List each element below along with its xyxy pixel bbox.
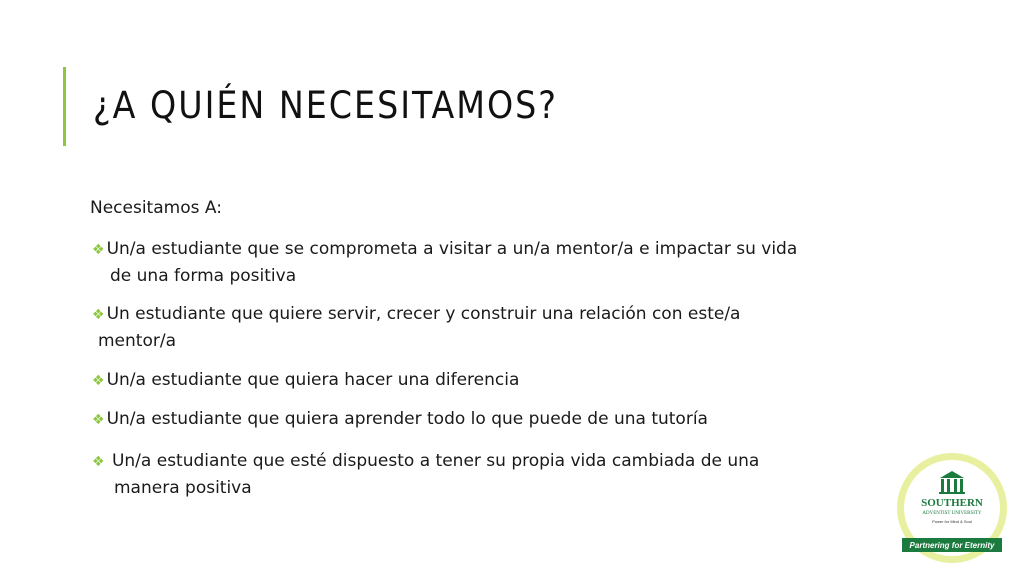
bullet-text-continued: de una forma positiva xyxy=(110,266,297,286)
logo-motto: Power for Mind & Soul xyxy=(932,519,972,524)
bullet-item-4 xyxy=(92,406,708,433)
diamond-bullet-icon: ❖ xyxy=(92,307,105,323)
bullet-item-3 xyxy=(92,367,519,394)
university-logo xyxy=(896,452,1008,564)
bullet-text: Un/a estudiante que quiera hacer una diferencia xyxy=(106,370,520,390)
logo-name: SOUTHERN xyxy=(921,497,983,509)
diamond-bullet-icon: ❖ xyxy=(92,242,105,258)
bullet-text-continued: mentor/a xyxy=(98,331,176,351)
intro-text: Necesitamos A: xyxy=(90,198,222,218)
bullet-text: Un/a estudiante que esté dispuesto a tener su propia vida cambiada de una xyxy=(106,451,760,471)
logo-banner: Partnering for Eternity xyxy=(909,541,995,550)
bullet-text: Un/a estudiante que se comprometa a visitar a un/a mentor/a e impactar su vida xyxy=(106,239,798,259)
bullet-text: Un estudiante que quiere servir, crecer y construir una relación con este/a xyxy=(106,304,741,324)
bullet-item-5 xyxy=(92,448,759,501)
bullet-text: Un/a estudiante que quiera aprender todo lo que puede de una tutoría xyxy=(106,409,708,429)
diamond-bullet-icon: ❖ xyxy=(92,412,105,428)
bullet-item-1 xyxy=(92,236,797,289)
logo-subname: ADVENTIST UNIVERSITY xyxy=(922,511,982,516)
diamond-bullet-icon: ❖ xyxy=(92,454,105,470)
bullet-item-2 xyxy=(92,301,740,354)
title-accent-bar xyxy=(63,67,66,146)
slide-title: ¿A QUIÉN NECESITAMOS? xyxy=(93,84,558,127)
diamond-bullet-icon: ❖ xyxy=(92,373,105,389)
bullet-text-continued: manera positiva xyxy=(114,478,252,498)
